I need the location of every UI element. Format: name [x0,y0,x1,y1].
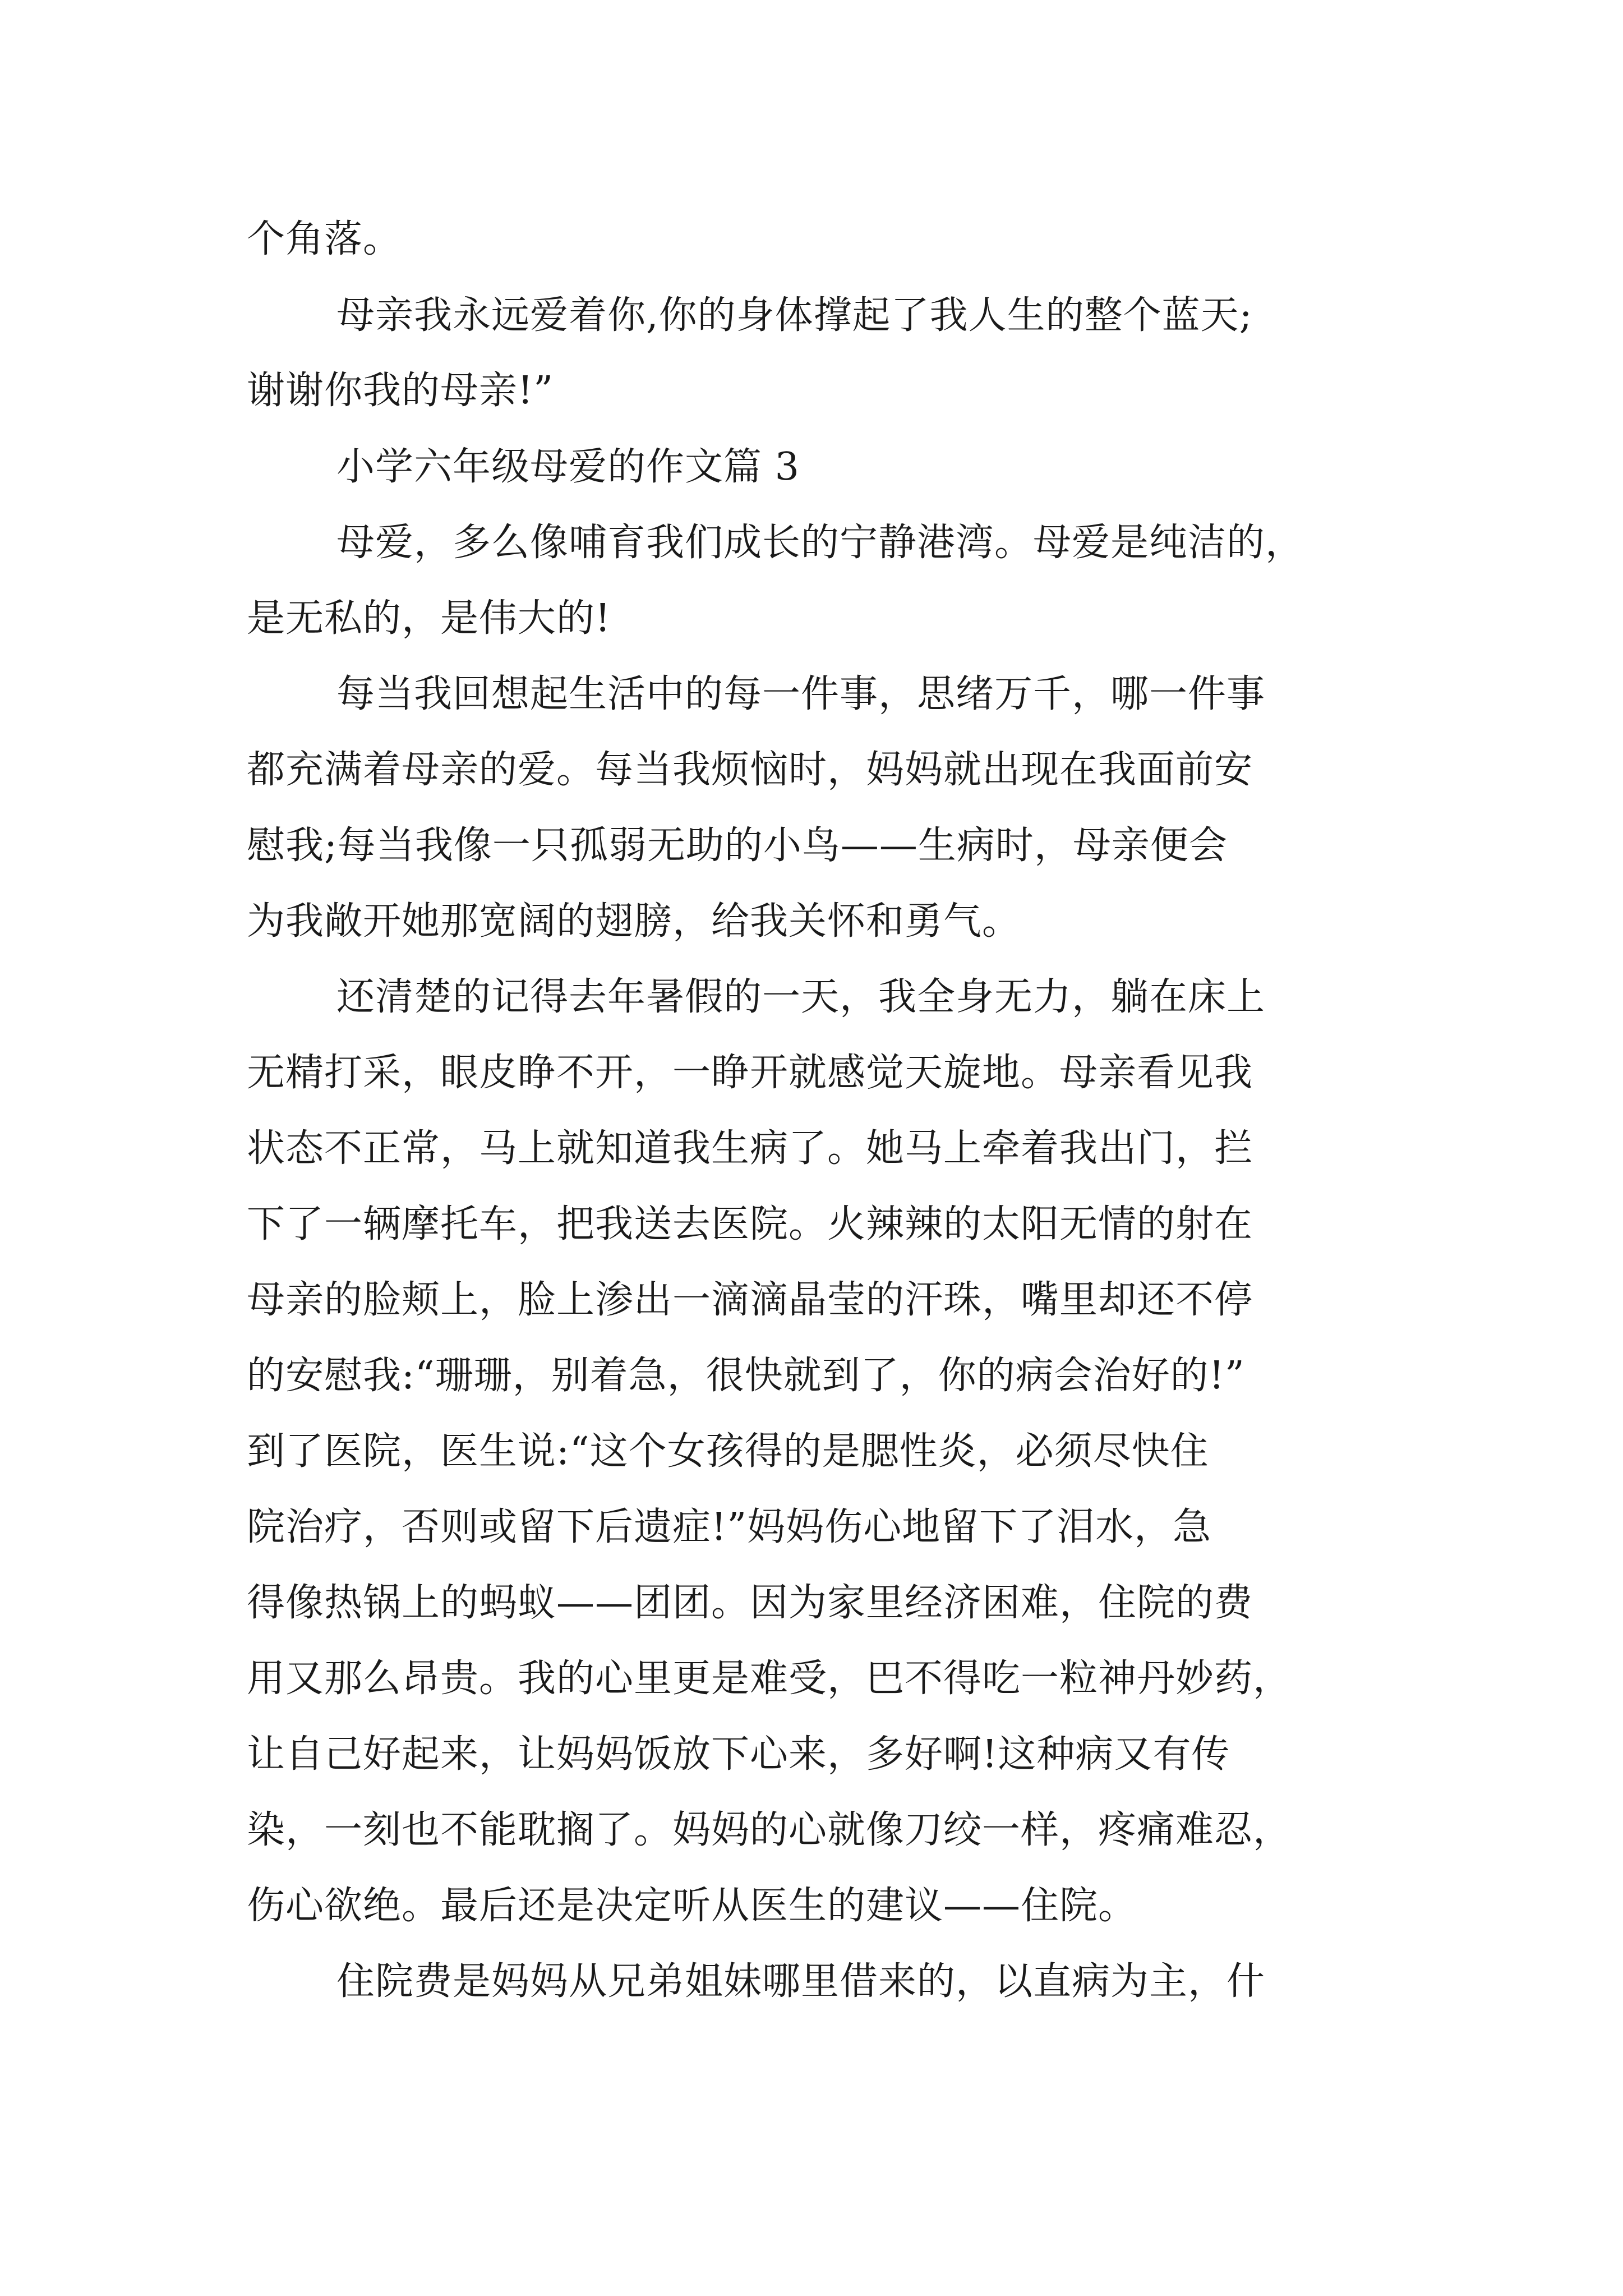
text-line-11: 还清楚的记得去年暑假的一天，我全身无力，躺在床上 [336,975,1266,1019]
text-line-2: 母亲我永远爱着你,你的身体撑起了我人生的整个蓝天; [336,293,1253,338]
text-line-8: 都充满着母亲的爱。每当我烦恼时，妈妈就出现在我面前安 [247,748,1253,792]
text-line-14: 下了一辆摩托车，把我送去医院。火辣辣的太阳无情的射在 [247,1202,1253,1246]
section-heading: 小学六年级母爱的作文篇 3 [336,445,800,489]
text-line-24: 住院费是妈妈从兄弟姐妹哪里借来的，以直病为主，什 [336,1959,1266,2004]
text-line-21: 让自己好起来，让妈妈饭放下心来，多好啊!这种病又有传 [247,1732,1230,1777]
text-line-15: 母亲的脸颊上，脸上渗出一滴滴晶莹的汗珠，嘴里却还不停 [247,1278,1253,1322]
text-line-7: 每当我回想起生活中的每一件事，思绪万千，哪一件事 [336,672,1266,716]
text-line-16: 的安慰我:“珊珊，别着急，很快就到了，你的病会治好的!” [247,1354,1245,1398]
text-line-22: 染，一刻也不能耽搁了。妈妈的心就像刀绞一样，疼痛难忍， [247,1808,1292,1852]
text-line-19: 得像热锅上的蚂蚁——团团。因为家里经济困难，住院的费 [247,1581,1253,1625]
text-line-23: 伤心欲绝。最后还是决定听从医生的建议——住院。 [247,1884,1137,1928]
text-line-6: 是无私的，是伟大的! [247,596,611,641]
text-line-3: 谢谢你我的母亲!” [247,369,554,413]
text-line-12: 无精打采，眼皮睁不开，一睁开就感觉天旋地。母亲看见我 [247,1051,1253,1095]
text-line-9: 慰我;每当我像一只孤弱无助的小鸟——生病时，母亲便会 [247,823,1228,868]
text-line-20: 用又那么昂贵。我的心里更是难受，巴不得吃一粒神丹妙药， [247,1657,1292,1701]
text-line-1: 个角落。 [247,217,402,261]
text-line-5: 母爱，多么像哺育我们成长的宁静港湾。母爱是纯洁的， [336,521,1304,565]
text-line-10: 为我敞开她那宽阔的翅膀，给我关怀和勇气。 [247,899,1021,944]
text-line-18: 院治疗，否则或留下后遗症!”妈妈伤心地留下了泪水，急 [247,1505,1212,1549]
text-line-17: 到了医院，医生说:“这个女孩得的是腮性炎，必须尽快住 [247,1429,1209,1474]
text-line-13: 状态不正常，马上就知道我生病了。她马上牵着我出门，拦 [247,1126,1253,1171]
